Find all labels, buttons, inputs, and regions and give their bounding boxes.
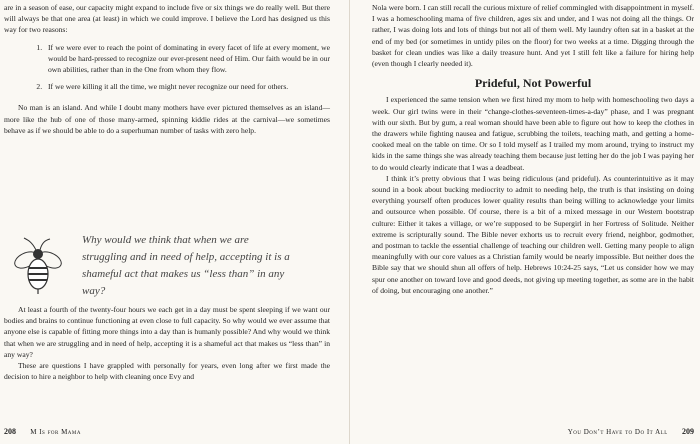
page-number-right: 209 bbox=[682, 427, 694, 436]
running-title-left: M Is for Mama bbox=[30, 428, 81, 436]
left-footer bbox=[4, 427, 81, 436]
left-paragraph-island: No man is an island. And while I doubt many mothers have ever pictured themselves as an island—more like the hub of one of those many-armed, spinning kiddie rides at the carnival—we sometimes behave as if we should be able to do a superhuman number of tasks with zero help. bbox=[4, 103, 330, 135]
left-bottom-text bbox=[4, 304, 330, 382]
right-paragraph-nola: Nola were born. I can still recall the curious mixture of relief commingled with disappointment in myself. I was a homeschooling mama of five children, ages six and under, and I was not doing all the things. Or rather, I was doing lots and lots of things but not all of them well. My laundry often sat in a basket at the end of my bed (or sometimes in untidy piles on the floor) for two weeks at a time. Digging through the basket for clean undies was like a daily treasure hunt. And yet I still felt like a failure for hiring help (even though I clearly needed it). bbox=[372, 3, 694, 69]
right-paragraph-mom: I experienced the same tension when we first hired my mom to help with homeschooling two days a week. Our girl twins were in their “change-clothes-seventeen-times-a-day” phase, and I was pregnant with our sixth. But by gum, a real woman should have been able to figure out how to keep the clothes in the drawers while fighting nausea and fatigue, scrubbing the toilets, teaching math, and getting a home-cooked meal on the table on time. Or so I told myself as I trailed my mom around, trying to instruct my kids in the same things she was already teaching them because just letting her do the job I was paying her to do would clearly indicate that I was a deadbeat. bbox=[372, 95, 694, 172]
right-text bbox=[372, 2, 694, 296]
page-number-left: 208 bbox=[4, 427, 16, 436]
reason-item-2: 2. If we were killing it all the time, we might never recognize our need for others. bbox=[44, 81, 330, 92]
right-footer bbox=[568, 427, 694, 436]
left-paragraph-sleep: At least a fourth of the twenty-four hours we each get in a day must be spent sleeping if we want our bodies and brains to continue functioning at even close to full capacity. So why would we ever assume that anyone else is capable of fitting more things into a day than is humanly possible? And why would we think that when we are struggling and in need of help, accepting it is a shameful act that makes us “less than” in any way? bbox=[4, 305, 330, 359]
right-paragraph-ridiculous: I think it’s pretty obvious that I was being ridiculous (and prideful). As counterintuitive as it may sound in a book about bucking mediocrity to admit to needing help, the truth is that insisting on doing everything yourself often produces lower quality results than being willing to acknowledge your limits and outsource when possible. Of course, there is a bit of a mixed message in our Western bootstrap culture: Either it takes a village, or we’re supposed to be Supergirl in her Fortress of Solitude. Neither extreme is scripturally sound. The Bible never exhorts us to recruit every friend, neighbor, godmother, and postman to tackle the essential challenge of teaching our children well. Getting many people to align meaningfully with our core values as a Christian family would be nearly impossible. But neither does the Bible say that we should shun all offers of help. Hebrews 10:24-25 says, “Let us consider how we may spur one another on toward love and good deeds, not giving up meeting together, as some are in the habit of doing, but encouraging one another.” bbox=[372, 173, 694, 295]
reason-item-1: 1. If we were ever to reach the point of dominating in every facet of life at every moment, we would be hard-pressed to recognize our ever-present need of Him. Our faith would be in our own abilities, rather than in the One from whom they flow. bbox=[44, 42, 330, 76]
left-intro-paragraph: are in a season of ease, our capacity might expand to include five or six things we do really well. But there will always be that one area (at least) in which we could improve. I believe the Lord has designed us this way for two reasons: bbox=[4, 3, 330, 35]
reasons-list bbox=[4, 42, 330, 93]
running-title-right: You Don’t Have to Do It All bbox=[567, 428, 668, 436]
left-top-text bbox=[4, 2, 330, 136]
section-heading: Prideful, Not Powerful bbox=[474, 76, 592, 91]
pull-quote: Why would we think that when we are struggling and in need of help, accepting it is a shameful act that makes us “less than” in any way? bbox=[82, 234, 290, 297]
right-page bbox=[350, 0, 700, 444]
bee-icon bbox=[6, 236, 70, 300]
left-paragraph-questions: These are questions I have grappled with personally for years, even long after we first made the decision to hire a neighbor to help with cleaning once Evy and bbox=[4, 361, 330, 382]
